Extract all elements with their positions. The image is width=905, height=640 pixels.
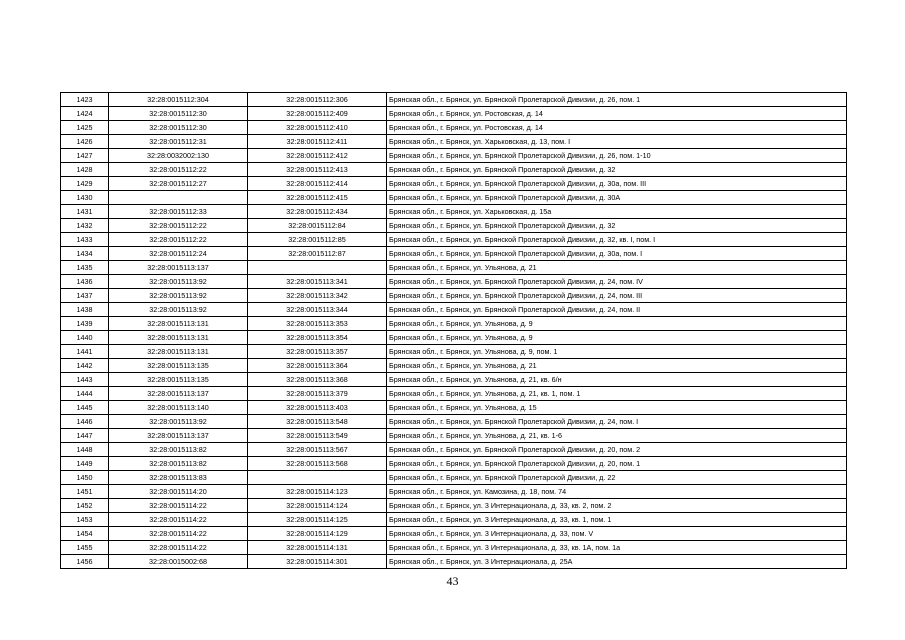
object-cadastral-number-cell: 32:28:0015113:354: [248, 331, 387, 345]
object-cadastral-number-cell: 32:28:0015112:87: [248, 247, 387, 261]
object-cadastral-number-cell: 32:28:0015114:129: [248, 527, 387, 541]
address-cell: Брянская обл., г. Брянск, ул. 3 Интернационала, д. 33, кв. 1, пом. 1: [387, 513, 847, 527]
table-row: [61, 359, 847, 373]
cadastral-number-cell: 32:28:0015113:82: [109, 457, 248, 471]
table-row: [61, 149, 847, 163]
object-cadastral-number-cell: 32:28:0015113:548: [248, 415, 387, 429]
row-number-cell: 1426: [61, 135, 109, 149]
table-row: [61, 121, 847, 135]
table-row: [61, 499, 847, 513]
cadastral-number-cell: 32:28:0015113:140: [109, 401, 248, 415]
object-cadastral-number-cell: 32:28:0015113:567: [248, 443, 387, 457]
row-number-cell: 1432: [61, 219, 109, 233]
address-cell: Брянская обл., г. Брянск, ул. Брянской Пролетарской Дивизии, д. 22: [387, 471, 847, 485]
address-cell: Брянская обл., г. Брянск, ул. Брянской Пролетарской Дивизии, д. 32: [387, 163, 847, 177]
cadastral-number-cell: 32:28:0015114:22: [109, 541, 248, 555]
cadastral-number-cell: 32:28:0015113:92: [109, 415, 248, 429]
row-number-cell: 1449: [61, 457, 109, 471]
object-cadastral-number-cell: 32:28:0015112:413: [248, 163, 387, 177]
table-row: [61, 205, 847, 219]
object-cadastral-number-cell: 32:28:0015114:125: [248, 513, 387, 527]
object-cadastral-number-cell: 32:28:0015114:131: [248, 541, 387, 555]
address-cell: Брянская обл., г. Брянск, ул. Брянской Пролетарской Дивизии, д. 24, пом. IV: [387, 275, 847, 289]
object-cadastral-number-cell: [248, 471, 387, 485]
object-cadastral-number-cell: 32:28:0015113:341: [248, 275, 387, 289]
object-cadastral-number-cell: [248, 261, 387, 275]
address-cell: Брянская обл., г. Брянск, ул. Брянской Пролетарской Дивизии, д. 32, кв. I, пом. I: [387, 233, 847, 247]
cadastral-number-cell: 32:28:0015112:24: [109, 247, 248, 261]
cadastral-number-cell: 32:28:0015114:22: [109, 499, 248, 513]
table-row: [61, 261, 847, 275]
cadastral-number-cell: 32:28:0015113:135: [109, 373, 248, 387]
table-row: [61, 555, 847, 569]
cadastral-number-cell: 32:28:0015113:137: [109, 387, 248, 401]
row-number-cell: 1445: [61, 401, 109, 415]
row-number-cell: 1425: [61, 121, 109, 135]
cadastral-number-cell: 32:28:0015113:135: [109, 359, 248, 373]
cadastral-number-cell: 32:28:0015112:22: [109, 233, 248, 247]
object-cadastral-number-cell: 32:28:0015112:84: [248, 219, 387, 233]
row-number-cell: 1434: [61, 247, 109, 261]
table-row: [61, 93, 847, 107]
table-row: [61, 275, 847, 289]
table-row: [61, 527, 847, 541]
address-cell: Брянская обл., г. Брянск, ул. 3 Интернационала, д. 33, пом. V: [387, 527, 847, 541]
cadastral-number-cell: 32:28:0015112:30: [109, 107, 248, 121]
cadastral-number-cell: 32:28:0015112:22: [109, 163, 248, 177]
address-cell: Брянская обл., г. Брянск, ул. Брянской Пролетарской Дивизии, д. 30а, пом. III: [387, 177, 847, 191]
cadastral-number-cell: 32:28:0015113:92: [109, 289, 248, 303]
cadastral-number-cell: 32:28:0015113:131: [109, 345, 248, 359]
address-cell: Брянская обл., г. Брянск, ул. 3 Интернационала, д. 33, кв. 2, пом. 2: [387, 499, 847, 513]
cadastral-number-cell: 32:28:0015112:304: [109, 93, 248, 107]
cadastral-number-cell: 32:28:0015113:92: [109, 275, 248, 289]
address-cell: Брянская обл., г. Брянск, ул. Брянской Пролетарской Дивизии, д. 20, пом. 1: [387, 457, 847, 471]
row-number-cell: 1442: [61, 359, 109, 373]
registry-table-body: [61, 93, 847, 569]
table-row: [61, 233, 847, 247]
table-row: [61, 415, 847, 429]
object-cadastral-number-cell: 32:28:0015113:368: [248, 373, 387, 387]
object-cadastral-number-cell: 32:28:0015112:412: [248, 149, 387, 163]
row-number-cell: 1453: [61, 513, 109, 527]
address-cell: Брянская обл., г. Брянск, ул. Брянской Пролетарской Дивизии, д. 26, пом. 1: [387, 93, 847, 107]
object-cadastral-number-cell: 32:28:0015113:568: [248, 457, 387, 471]
object-cadastral-number-cell: 32:28:0015113:403: [248, 401, 387, 415]
row-number-cell: 1444: [61, 387, 109, 401]
table-row: [61, 485, 847, 499]
row-number-cell: 1437: [61, 289, 109, 303]
object-cadastral-number-cell: 32:28:0015114:124: [248, 499, 387, 513]
row-number-cell: 1447: [61, 429, 109, 443]
address-cell: Брянская обл., г. Брянск, ул. Брянской Пролетарской Дивизии, д. 24, пом. II: [387, 303, 847, 317]
address-cell: Брянская обл., г. Брянск, ул. Ульянова, д. 21, кв. 1-6: [387, 429, 847, 443]
table-row: [61, 443, 847, 457]
cadastral-number-cell: 32:28:0015002:68: [109, 555, 248, 569]
table-row: [61, 513, 847, 527]
address-cell: Брянская обл., г. Брянск, ул. Камозина, д. 18, пом. 74: [387, 485, 847, 499]
table-row: [61, 163, 847, 177]
address-cell: Брянская обл., г. Брянск, ул. Брянской Пролетарской Дивизии, д. 30А: [387, 191, 847, 205]
row-number-cell: 1443: [61, 373, 109, 387]
table-row: [61, 429, 847, 443]
row-number-cell: 1441: [61, 345, 109, 359]
object-cadastral-number-cell: 32:28:0015112:414: [248, 177, 387, 191]
row-number-cell: 1446: [61, 415, 109, 429]
row-number-cell: 1451: [61, 485, 109, 499]
address-cell: Брянская обл., г. Брянск, ул. Харьковская, д. 13, пом. I: [387, 135, 847, 149]
row-number-cell: 1436: [61, 275, 109, 289]
row-number-cell: 1439: [61, 317, 109, 331]
address-cell: Брянская обл., г. Брянск, ул. Ульянова, д. 9, пом. 1: [387, 345, 847, 359]
object-cadastral-number-cell: 32:28:0015114:123: [248, 485, 387, 499]
cadastral-number-cell: 32:28:0015113:92: [109, 303, 248, 317]
cadastral-number-cell: 32:28:0015113:137: [109, 261, 248, 275]
table-row: [61, 373, 847, 387]
address-cell: Брянская обл., г. Брянск, ул. Брянской Пролетарской Дивизии, д. 24, пом. III: [387, 289, 847, 303]
object-cadastral-number-cell: 32:28:0015112:409: [248, 107, 387, 121]
address-cell: Брянская обл., г. Брянск, ул. Брянской Пролетарской Дивизии, д. 32: [387, 219, 847, 233]
cadastral-number-cell: [109, 191, 248, 205]
table-row: [61, 177, 847, 191]
address-cell: Брянская обл., г. Брянск, ул. Ульянова, д. 21, кв. 6/н: [387, 373, 847, 387]
address-cell: Брянская обл., г. Брянск, ул. Брянской Пролетарской Дивизии, д. 24, пом. I: [387, 415, 847, 429]
row-number-cell: 1454: [61, 527, 109, 541]
row-number-cell: 1431: [61, 205, 109, 219]
cadastral-number-cell: 32:28:0015114:22: [109, 513, 248, 527]
cadastral-number-cell: 32:28:0015112:27: [109, 177, 248, 191]
table-row: [61, 247, 847, 261]
row-number-cell: 1429: [61, 177, 109, 191]
address-cell: Брянская обл., г. Брянск, ул. Брянской Пролетарской Дивизии, д. 30а, пом. I: [387, 247, 847, 261]
object-cadastral-number-cell: 32:28:0015113:344: [248, 303, 387, 317]
address-cell: Брянская обл., г. Брянск, ул. Ульянова, д. 21, кв. 1, пом. 1: [387, 387, 847, 401]
object-cadastral-number-cell: 32:28:0015113:549: [248, 429, 387, 443]
table-row: [61, 345, 847, 359]
row-number-cell: 1448: [61, 443, 109, 457]
address-cell: Брянская обл., г. Брянск, ул. Ульянова, д. 15: [387, 401, 847, 415]
page-number: 43: [446, 574, 459, 588]
address-cell: Брянская обл., г. Брянск, ул. Брянской Пролетарской Дивизии, д. 20, пом. 2: [387, 443, 847, 457]
row-number-cell: 1427: [61, 149, 109, 163]
cadastral-number-cell: 32:28:0015113:137: [109, 429, 248, 443]
row-number-cell: 1440: [61, 331, 109, 345]
address-cell: Брянская обл., г. Брянск, ул. 3 Интернационала, д. 33, кв. 1А, пом. 1а: [387, 541, 847, 555]
cadastral-number-cell: 32:28:0015113:131: [109, 317, 248, 331]
table-row: [61, 289, 847, 303]
table-row: [61, 471, 847, 485]
cadastral-number-cell: 32:28:0015113:131: [109, 331, 248, 345]
address-cell: Брянская обл., г. Брянск, ул. Ульянова, д. 21: [387, 359, 847, 373]
registry-table: [60, 92, 847, 569]
row-number-cell: 1438: [61, 303, 109, 317]
row-number-cell: 1455: [61, 541, 109, 555]
row-number-cell: 1450: [61, 471, 109, 485]
object-cadastral-number-cell: 32:28:0015113:342: [248, 289, 387, 303]
table-row: [61, 401, 847, 415]
row-number-cell: 1428: [61, 163, 109, 177]
object-cadastral-number-cell: 32:28:0015112:415: [248, 191, 387, 205]
address-cell: Брянская обл., г. Брянск, ул. Харьковская, д. 15а: [387, 205, 847, 219]
object-cadastral-number-cell: 32:28:0015112:434: [248, 205, 387, 219]
cadastral-number-cell: 32:28:0015112:31: [109, 135, 248, 149]
row-number-cell: 1433: [61, 233, 109, 247]
object-cadastral-number-cell: 32:28:0015113:379: [248, 387, 387, 401]
address-cell: Брянская обл., г. Брянск, ул. Ростовская, д. 14: [387, 121, 847, 135]
table-row: [61, 317, 847, 331]
object-cadastral-number-cell: 32:28:0015113:357: [248, 345, 387, 359]
address-cell: Брянская обл., г. Брянск, ул. Ульянова, д. 21: [387, 261, 847, 275]
table-row: [61, 541, 847, 555]
address-cell: Брянская обл., г. Брянск, ул. Брянской Пролетарской Дивизии, д. 26, пом. 1-10: [387, 149, 847, 163]
table-row: [61, 107, 847, 121]
object-cadastral-number-cell: 32:28:0015114:301: [248, 555, 387, 569]
row-number-cell: 1435: [61, 261, 109, 275]
cadastral-number-cell: 32:28:0015114:22: [109, 527, 248, 541]
cadastral-number-cell: 32:28:0015114:20: [109, 485, 248, 499]
cadastral-number-cell: 32:28:0015112:22: [109, 219, 248, 233]
row-number-cell: 1423: [61, 93, 109, 107]
table-row: [61, 387, 847, 401]
object-cadastral-number-cell: 32:28:0015112:85: [248, 233, 387, 247]
table-row: [61, 219, 847, 233]
cadastral-number-cell: 32:28:0015113:83: [109, 471, 248, 485]
row-number-cell: 1456: [61, 555, 109, 569]
cadastral-number-cell: 32:28:0015112:33: [109, 205, 248, 219]
object-cadastral-number-cell: 32:28:0015112:306: [248, 93, 387, 107]
cadastral-number-cell: 32:28:0032002:130: [109, 149, 248, 163]
table-row: [61, 303, 847, 317]
row-number-cell: 1424: [61, 107, 109, 121]
object-cadastral-number-cell: 32:28:0015112:411: [248, 135, 387, 149]
address-cell: Брянская обл., г. Брянск, ул. 3 Интернационала, д. 25А: [387, 555, 847, 569]
table-row: [61, 191, 847, 205]
cadastral-number-cell: 32:28:0015112:30: [109, 121, 248, 135]
row-number-cell: 1430: [61, 191, 109, 205]
object-cadastral-number-cell: 32:28:0015112:410: [248, 121, 387, 135]
object-cadastral-number-cell: 32:28:0015113:353: [248, 317, 387, 331]
row-number-cell: 1452: [61, 499, 109, 513]
object-cadastral-number-cell: 32:28:0015113:364: [248, 359, 387, 373]
address-cell: Брянская обл., г. Брянск, ул. Ульянова, д. 9: [387, 317, 847, 331]
table-row: [61, 135, 847, 149]
table-row: [61, 457, 847, 471]
address-cell: Брянская обл., г. Брянск, ул. Ростовская, д. 14: [387, 107, 847, 121]
cadastral-number-cell: 32:28:0015113:82: [109, 443, 248, 457]
table-row: [61, 331, 847, 345]
address-cell: Брянская обл., г. Брянск, ул. Ульянова, д. 9: [387, 331, 847, 345]
